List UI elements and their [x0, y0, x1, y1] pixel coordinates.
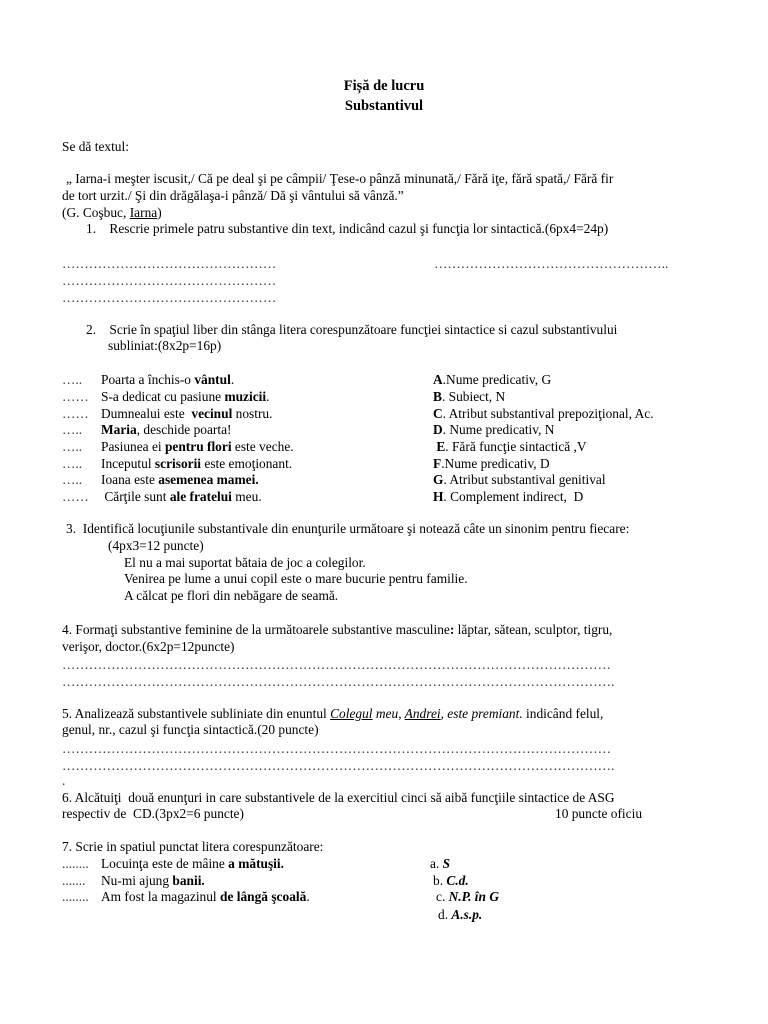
answer-line[interactable]: ………………………………………… [62, 256, 277, 271]
answer-blank[interactable]: ….. [62, 372, 83, 387]
option-letter: D [433, 422, 443, 437]
exercise-3-sentence: Venirea pe lume a unui copil este o mare bucurie pentru familie. [124, 571, 468, 586]
answer-line[interactable]: ………………………………………… [62, 290, 277, 305]
exercise-2-text: 2. Scrie în spaţiul liber din stânga litera corespunzătoare funcţiei sintactice si cazul substantivului [86, 322, 618, 337]
highlighted-noun: vecinul [191, 406, 233, 421]
text-span: meu. [231, 489, 262, 504]
oficiu-points: 10 puncte oficiu [555, 806, 643, 821]
text-span: Dumnealui este [101, 406, 192, 421]
answer-blank[interactable]: ….. [62, 456, 83, 471]
option-value: C.d. [446, 873, 469, 888]
answer-blank[interactable]: ........ [62, 889, 89, 904]
highlighted-noun: ale fratelui [169, 489, 232, 504]
text-span: este veche. [231, 439, 294, 454]
underlined-noun: Colegul [330, 706, 373, 721]
text-span: Pasiunea ei [101, 439, 165, 454]
option-letter: C [433, 406, 443, 421]
text-span: este emoţionant. [201, 456, 293, 471]
text-span: Ioana este [101, 472, 159, 487]
exercise-5-text-cont: genul, nr., cazul şi funcţia sintactică.(20 puncte) [62, 722, 319, 737]
exercise-7-option [433, 873, 469, 888]
text-span: . Atribut substantival genitival [443, 472, 606, 487]
answer-blank[interactable]: ........ [62, 856, 89, 871]
text-span: .Nume predicativ, D [441, 456, 550, 471]
highlighted-noun: muzicii [224, 389, 267, 404]
option-letter: E [433, 439, 446, 454]
exercise-2-sentence [101, 456, 292, 471]
text-span: Cărţile sunt [101, 489, 170, 504]
intro-text: Se dă textul: [62, 139, 129, 154]
text-span: . [230, 372, 235, 387]
exercise-3-text-cont: (4px3=12 puncte) [108, 538, 204, 553]
text-span: .Nume predicativ, G [442, 372, 552, 387]
exercise-2-sentence [101, 389, 269, 404]
text-span: . Subiect, N [441, 389, 506, 404]
option-letter: b. [433, 873, 447, 888]
exercise-7-sentence [101, 856, 284, 871]
exercise-7-option [438, 907, 482, 922]
highlighted-noun: de lângă şcoală [220, 889, 307, 904]
exercise-2-sentence [101, 372, 234, 387]
exercise-2-option [433, 389, 505, 404]
option-letter: a. [430, 856, 443, 871]
exercise-7-option [430, 856, 450, 871]
answer-blank[interactable]: …… [62, 489, 89, 504]
answer-blank[interactable]: ….. [62, 422, 83, 437]
answer-line[interactable]: . [62, 773, 66, 788]
exercise-2-option [433, 472, 606, 487]
underlined-noun: Andrei [404, 706, 441, 721]
text-span: S-a dedicat cu pasiune [101, 389, 225, 404]
poem-source: (G. Coşbuc, Iarna) [62, 205, 162, 220]
exercise-7-option [436, 889, 499, 904]
exercise-2-option [433, 372, 551, 387]
poem-source-title: Iarna [129, 205, 158, 220]
exercise-7-text: 7. Scrie in spatiul punctat litera corespunzătoare: [62, 839, 324, 854]
exercise-2-sentence [101, 489, 262, 504]
highlighted-noun: a mătuşii. [228, 856, 284, 871]
highlighted-noun: banii. [172, 873, 205, 888]
exercise-3-sentence: A călcat pe flori din nebăgare de seamă. [124, 588, 339, 603]
option-letter: c. [436, 889, 449, 904]
exercise-2-sentence [101, 439, 294, 454]
exercise-7-sentence [101, 889, 310, 904]
answer-line[interactable]: ……………………………………………………………………………………………………………. [62, 758, 615, 773]
text-span: . Complement indirect, D [443, 489, 584, 504]
exercise-2-option [433, 439, 587, 454]
exercise-7-sentence [101, 873, 205, 888]
text-span: Nu-mi ajung [101, 873, 173, 888]
highlighted-noun: scrisorii [154, 456, 202, 471]
answer-blank[interactable]: ....... [62, 873, 86, 888]
text-span: . [266, 389, 270, 404]
text-span: , deschide poarta! [136, 422, 232, 437]
highlighted-noun: vântul [194, 372, 231, 387]
exercise-2-sentence [101, 422, 232, 437]
text-span: nostru. [232, 406, 273, 421]
poem-line-2: de tort urzit./ Şi din drăgălaşa-i pânză/ Dă şi vântului să vânză.” [62, 188, 404, 203]
exercise-4-text-cont: verişor, doctor.(6x2p=12puncte) [62, 639, 235, 654]
exercise-2-option [433, 489, 583, 504]
text-span: Am fost la magazinul [101, 889, 220, 904]
page-subtitle: Substantivul [344, 98, 424, 114]
highlighted-noun: pentru flori [164, 439, 232, 454]
exercise-3-sentence: El nu a mai suportat bătaia de joc a colegilor. [124, 555, 366, 570]
text-span: Poarta a închis-o [101, 372, 195, 387]
exercise-2-option [433, 422, 554, 437]
answer-blank[interactable]: …… [62, 406, 89, 421]
exercise-6-text-cont: respectiv de CD.(3px2=6 puncte) [62, 806, 244, 821]
exercise-6-text: 6. Alcătuiţi două enunţuri in care substantivele de la exercitiul cinci să aibă funcţiile sintactice de ASG [62, 790, 615, 805]
answer-blank[interactable]: …… [62, 389, 89, 404]
text-span: Locuinţa este de mâine [101, 856, 229, 871]
poem-line-1: „ Iarna-i meşter iscusit,/ Că pe deal şi pe câmpii/ Ţese-o pânză minunată,/ Fără iţe, fără spată,/ Fără fir [66, 171, 614, 186]
answer-blank[interactable]: ….. [62, 472, 83, 487]
exercise-3-text: 3. Identifică locuţiunile substantivale din enunţurile următoare şi notează câte un sinonim pentru fiecare: [66, 521, 630, 536]
option-letter: F [433, 456, 442, 471]
answer-line[interactable]: ………………………………………… [62, 273, 277, 288]
highlighted-noun: Maria [101, 422, 137, 437]
answer-blank[interactable]: ….. [62, 439, 83, 454]
option-value: A.s.p. [451, 907, 483, 922]
text-span: . Atribut substantival prepoziţional, Ac. [442, 406, 654, 421]
answer-line[interactable]: ……………………………………………………………………………………………………………. [62, 674, 615, 689]
option-value: S [442, 856, 451, 871]
answer-line[interactable]: …………………………………………………………………………………………………………… [62, 657, 612, 672]
option-letter: d. [438, 907, 452, 922]
option-letter: B [433, 389, 442, 404]
option-letter: H [433, 489, 444, 504]
text-span: Inceputul [101, 456, 155, 471]
exercise-2-sentence [101, 406, 272, 421]
page-title: Fișă de lucru [343, 78, 425, 94]
text-span: . Nume predicativ, N [442, 422, 555, 437]
answer-line[interactable]: …………………………………………………………………………………………………………… [62, 741, 612, 756]
exercise-2-option [433, 456, 550, 471]
exercise-2-text-cont: subliniat:(8x2p=16p) [108, 338, 222, 353]
highlighted-noun: asemenea mamei. [158, 472, 259, 487]
text-span: . Fără funcţie sintactică ,V [445, 439, 587, 454]
exercise-1-text: 1. Rescrie primele patru substantive din text, indicând cazul şi funcţia lor sintactică.(6px4=24p) [86, 221, 609, 236]
option-letter: G [433, 472, 444, 487]
option-letter: A [433, 372, 443, 387]
exercise-2-sentence [101, 472, 259, 487]
exercise-2-option [433, 406, 654, 421]
text-span: . [306, 889, 310, 904]
answer-line[interactable]: …………………………………………….. [434, 256, 669, 271]
option-value: N.P. în G [448, 889, 499, 904]
exercise-5-text: 5. Analizează substantivele subliniate din enuntul Colegul meu, Andrei, este premiant. indicând felul, [62, 706, 604, 721]
exercise-4-text: 4. Formaţi substantive feminine de la următoarele substantive masculine: lăptar, sătean, sculptor, tigru, [62, 622, 613, 637]
